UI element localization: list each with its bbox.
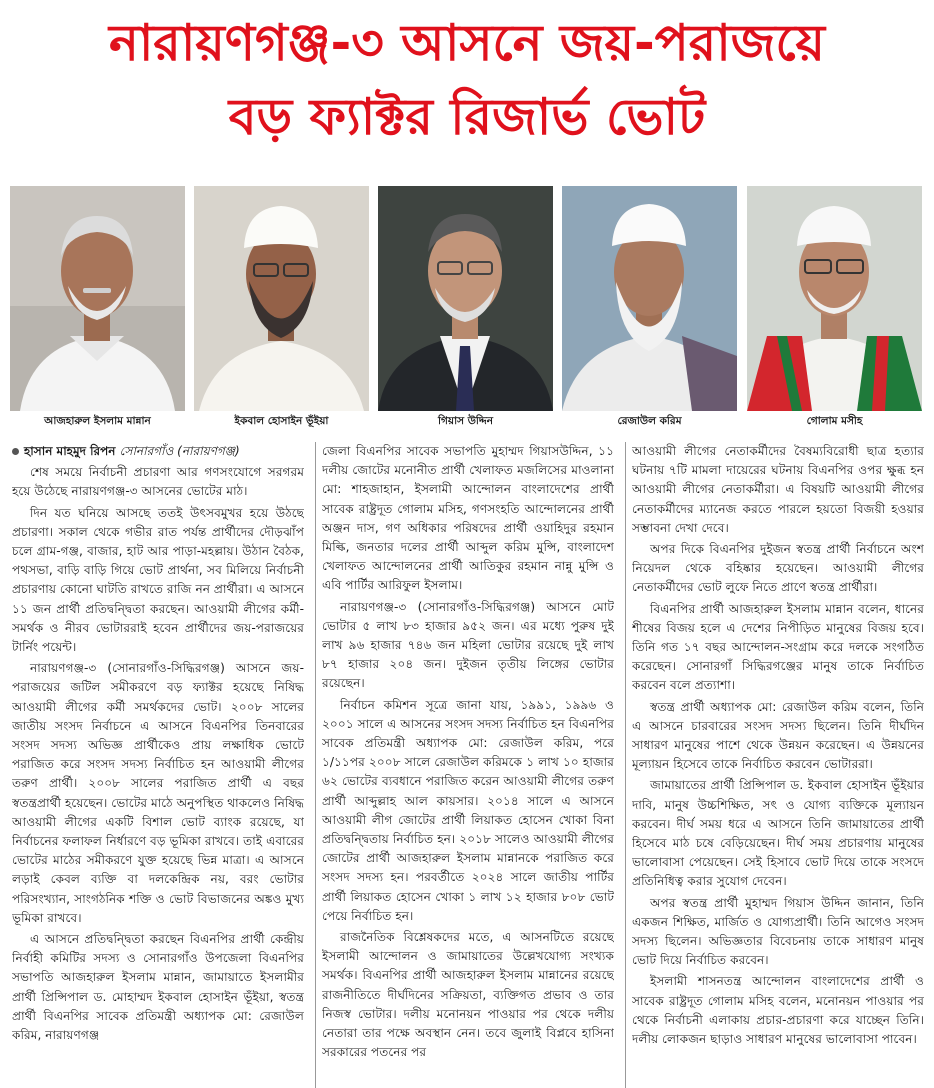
paragraph: রাজনৈতিক বিশ্লেষকদের মতে, এ আসনটিতে রয়েছে ইসলামী আন্দোলন ও জামায়াতের উল্লেখযোগ্য সংখ্যক সমর্থক। বিএনপির প্রার্থী আজহারুল ইসলাম মান্নানের রয়েছে রাজনীতিতে দীর্ঘদিনের সক্রিয়তা, ব্যক্তিগত প্রভাব ও তার নিজস্ব ভোটার। দলীয় মনোনয়ন পাওয়ার পর থেকে দলীয় নেতারা তার পক্ষে অবস্থান নেন। তবে জুলাই বিপ্লবে হাসিনা সরকারের পতনের পর: [322, 930, 614, 1060]
paragraph: এ আসনে প্রতিদ্বন্দ্বিতা করছেন বিএনপির প্রার্থী কেন্দ্রীয় নির্বাহী কমিটির সদস্য ও সোনারগাঁও উপজেলা বিএনপির সভাপতি আজহারুল ইসলাম মান্নান, জামায়াতে ইসলামীর প্রার্থী প্রিন্সিপাল ড. মোহাম্মদ ইকবাল হোসাইন ভূঁইয়া, স্বতন্ত্র প্রার্থী বিএনপির সাবেক প্রতিমন্ত্রী অধ্যাপক মো: রেজাউল করিম, নারায়ণগঞ্জ: [12, 932, 304, 1043]
paragraph: নারায়ণগঞ্জ-৩ (সোনারগাঁও-সিদ্ধিরগঞ্জ) আসনে মোট ভোটার ৫ লাখ ৮৩ হাজার ৯৫২ জন। এর মধ্যে পুরুষ দুই লাখ ৯৬ হাজার ৭৪৬ জন মহিলা ভোটার রয়েছে দুই লাখ ৮৭ হাজার ২০৪ জন। দুইজন তৃতীয় লিঙ্গের ভোটার রয়েছেন।: [322, 599, 614, 691]
paragraph: ইসলামী শাসনতন্ত্র আন্দোলন বাংলাদেশের প্রার্থী ও সাবেক রাষ্ট্রদূত গোলাম মসিহ বলেন, মনোনয়ন পাওয়ার পর থেকে নির্বাচনী এলাকায় প্রচার-প্রচারণা করে যাচ্ছেন তিনি। দলীয় লোকজন ছাড়াও সাধারণ মানুষের ভালোবাসা পাবেন।: [632, 974, 924, 1047]
paragraph: নারায়ণগঞ্জ-৩ (সোনারগাঁও-সিদ্ধিরগঞ্জ) আসনে জয়-পরাজয়ের জটিল সমীকরণে বড় ফ্যাক্টর হয়েছে নিষিদ্ধ আওয়ামী লীগের কর্মী সমর্থকদের ভোট। ২০০৮ সালের জাতীয় সংসদ নির্বাচনে এ আসনে বিএনপির তিনবারের সংসদ সদস্য অভিজ্ঞ প্রার্থীকেও প্রায় লক্ষাধিক ভোটে পরাজিত করে সংসদ সদস্য নির্বাচিত হন আওয়ামী লীগের তরুণ প্রার্থী। ২০০৮ সালের পরাজিত প্রার্থী এ বছর স্বতন্ত্রপ্রার্থী হয়েছেন। ভোটের মাঠে অনুপস্থিত থাকলেও নিষিদ্ধ আওয়ামী লীগের একটি বিশাল ভোট ব্যাংক রয়েছে, যা নির্বাচনের ফলাফল নির্ধারণে বড় ভূমিকা রাখবে। তাই এবারের ভোটের মাঠের সমীকরণে যুক্ত হয়েছে ভিন্ন মাত্রা। এ আসনে লড়াই কেবল ব্যক্তি বা দলকেন্দ্রিক নয়, বরং ভোটার পরিসংখ্যান, সাংগঠনিক শক্তি ও ভোট বিভাজনের অঙ্কও মুখ্য ভূমিকা রাখবে।: [12, 661, 304, 925]
portrait-image: [378, 186, 553, 411]
photo-caption: গোলাম মসীহ: [806, 415, 863, 427]
paragraph: বিএনপির প্রার্থী আজহারুল ইসলাম মান্নান বলেন, ধানের শীষের বিজয় হলে এ দেশের নিপীড়িত মানুষের বিজয় হবে। তিনি গত ১৭ বছর আন্দোলন-সংগ্রাম করে দলকে সংগঠিত করেছেন। সোনারগাঁ সিদ্ধিরগঞ্জের মানুষ তাকে নির্বাচিত করবেন বলে প্রত্যাশা।: [632, 601, 924, 693]
column-divider: [625, 442, 626, 1088]
paragraph: স্বতন্ত্র প্রার্থী অধ্যাপক মো: রেজাউল করিম বলেন, তিনি এ আসনে চারবারের সংসদ সদস্য ছিলেন। তিনি দীর্ঘদিন সাধারণ মানুষের পাশে থেকে উন্নয়ন করেছেন। এ উন্নয়নের মূল্যায়ন হিসেবে তাকে নির্বাচিত করবেন ভোটাররা।: [632, 699, 924, 772]
byline-author: হাসান মাহমুদ রিপন: [24, 444, 116, 458]
paragraph: দিন যত ঘনিয়ে আসছে ততই উৎসবমুখর হয়ে উঠছে প্রচারণা। সকাল থেকে গভীর রাত পর্যন্ত প্রার্থীদের দৌড়ঝাঁপ চলে গ্রাম-গঞ্জ, বাজার, হাট আর পাড়া-মহল্লায়। উঠান বৈঠক, পথসভা, বাড়ি বাড়ি গিয়ে ভোট প্রার্থনা, সব মিলিয়ে নির্বাচনী প্রচারণায় কোনো ঘাটতি রাখতে রাজি নন প্রার্থীরা। এ আসনে ১১ জন প্রার্থী প্রতিদ্বন্দ্বিতা করছেন। আওয়ামী লীগের কর্মী-সমর্থক ও নীরব ভোটাররাই হবেন প্রার্থীদের জয়-পরাজয়ের টার্নিং পয়েন্ট।: [12, 505, 304, 655]
candidate-photo-2: [194, 186, 369, 431]
paragraph: শেষ সময়ে নির্বাচনী প্রচারণা আর গণসংযোগে সরগরম হয়ে উঠেছে নারায়ণগঞ্জ-৩ আসনের ভোটের মাঠ।: [12, 465, 304, 499]
photo-caption: রেজাউল করিম: [617, 415, 682, 427]
paragraph: অপর দিকে বিএনপির দুইজন স্বতন্ত্র প্রার্থী নির্বাচনে অংশ নিয়েদল থেকে বহিষ্কার হয়েছেন। আওয়ামী লীগের নেতাকর্মীদের ভোট লুফে নিতে প্রাণে স্বতন্ত্র প্রার্থীরা।: [632, 542, 924, 595]
paragraph: নির্বাচন কমিশন সূত্রে জানা যায়, ১৯৯১, ১৯৯৬ ও ২০০১ সালে এ আসনের সংসদ সদস্য নির্বাচিত হন বিএনপির সাবেক প্রতিমন্ত্রী অধ্যাপক মো: রেজাউল করিম, পরে ১/১১পর ২০০৮ সালে রেজাউল করিমকে ১ লাখ ১০ হাজার ৬২ ভোটের ব্যবধানে পরাজিত করেন আওয়ামী লীগের তরুণ প্রার্থী আব্দুল্লাহ আল কায়সার। ২০১৪ সালে এ আসনে আওয়ামী লীগ জোটের প্রার্থী লিয়াকত হোসেন খোকা বিনা প্রতিদ্বন্দ্বিতায় নির্বাচিত হন। ২০১৮ সালেও আওয়ামী লীগের জোটের প্রার্থী আজহারুল ইসলাম মান্নানকে পরাজিত করে সংসদ সদস্য হন। পরবর্তীতে ২০২৪ সালে জাতীয় পার্টির প্রার্থী লিয়াকত হোসেন খোকা ১ লাখ ১২ হাজার ৮০৮ ভোট পেয়ে নির্বাচিত হন।: [322, 697, 614, 923]
portrait-image: [194, 186, 369, 411]
headline-line-1: নারায়ণগঞ্জ-৩ আসনে জয়-পরাজয়ে: [108, 14, 826, 72]
paragraph: অপর স্বতন্ত্র প্রার্থী মুহাম্মদ গিয়াস উদ্দিন জানান, তিনি একজন শিক্ষিত, মার্জিত ও যোগ্যপ্রার্থী। তিনি আগেও সংসদ সদস্য ছিলেন। অভিজ্ঞতার বিবেচনায় তাকে সাধারণ মানুষ ভোট দিয়ে নির্বাচিত করবেন।: [632, 895, 924, 968]
photo-caption: আজহারুল ইসলাম মান্নান: [44, 415, 151, 427]
article-column-3: [632, 442, 924, 1088]
portrait-image: [562, 186, 737, 411]
candidate-photo-3: [378, 186, 553, 431]
byline: [12, 442, 304, 461]
bullet-icon: [12, 448, 19, 455]
portrait-image: [10, 186, 185, 411]
photo-caption: ইকবাল হোসাইন ভূঁইয়া: [234, 415, 329, 427]
candidate-photo-4: [562, 186, 737, 431]
article-column-1: [12, 442, 304, 1088]
portrait-image: [747, 186, 922, 411]
candidate-photo-5: [747, 186, 922, 431]
headline: [0, 6, 934, 154]
photo-caption: গিয়াস উদ্দিন: [438, 415, 493, 427]
column-divider: [315, 442, 316, 1088]
paragraph: জেলা বিএনপির সাবেক সভাপতি মুহাম্মদ গিয়াসউদ্দিন, ১১ দলীয় জোটের মনোনীত প্রার্থী খেলাফত মজলিসের মাওলানা মো: শাহজাহান, ইসলামী আন্দোলন বাংলাদেশের প্রার্থী সাবেক রাষ্ট্রদূত গোলাম মসিহ, গণসংহতি আন্দোলনের প্রার্থী অঞ্জন দাস, গণ অধিকার পরিষদের প্রার্থী ওয়াহিদুর রহমান মিল্কি, জনতার দলের প্রার্থী আব্দুল করিম মুন্সি, বাংলাদেশ খেলাফত আন্দোলনের প্রার্থী আতিকুর রহমান নান্নু মুন্সি ও এবি পার্টির আরিফুল ইসলাম।: [322, 444, 614, 593]
headline-line-2: বড় ফ্যাক্টর রিজার্ভ ভোট: [228, 88, 706, 146]
paragraph: জামায়াতের প্রার্থী প্রিন্সিপাল ড. ইকবাল হোসাইন ভূঁইয়ার দাবি, মানুষ উচ্চশিক্ষিত, সৎ ও যোগ্য ব্যক্তিকে মূল্যায়ন করবেন। দীর্ঘ সময় ধরে এ আসনে তিনি জামায়াতের প্রার্থী হিসেবে মাঠ চষে বেড়িয়েছেন। দীর্ঘ সময় প্রচারণায় মানুষের ভালোবাসা পেয়েছেন। সেই হিসাবে ভোট দিয়ে তাকে সংসদে প্রতিনিধিত্ব করার সুযোগ দেবেন।: [632, 778, 924, 889]
byline-location: সোনারগাঁও (নারায়ণগঞ্জ): [119, 444, 240, 458]
article-body: [12, 442, 924, 1088]
candidate-photo-1: [10, 186, 185, 431]
candidate-photos: [10, 186, 924, 432]
article-column-2: [322, 442, 614, 1088]
paragraph: আওয়ামী লীগের নেতাকর্মীদের বৈষম্যবিরোধী ছাত্র হত্যার ঘটনায় ৭টি মামলা দায়েরের ঘটনায় বিএনপির ওপর ক্ষুব্ধ হন আওয়ামী লীগের নেতাকর্মীরা। এ বিষয়টি আওয়ামী লীগের নেতাকর্মীদের ম্যানেজ করতে পারলে হয়তো বিজয়ী হওয়ার সম্ভাবনা দেখা দেবে।: [632, 444, 924, 535]
